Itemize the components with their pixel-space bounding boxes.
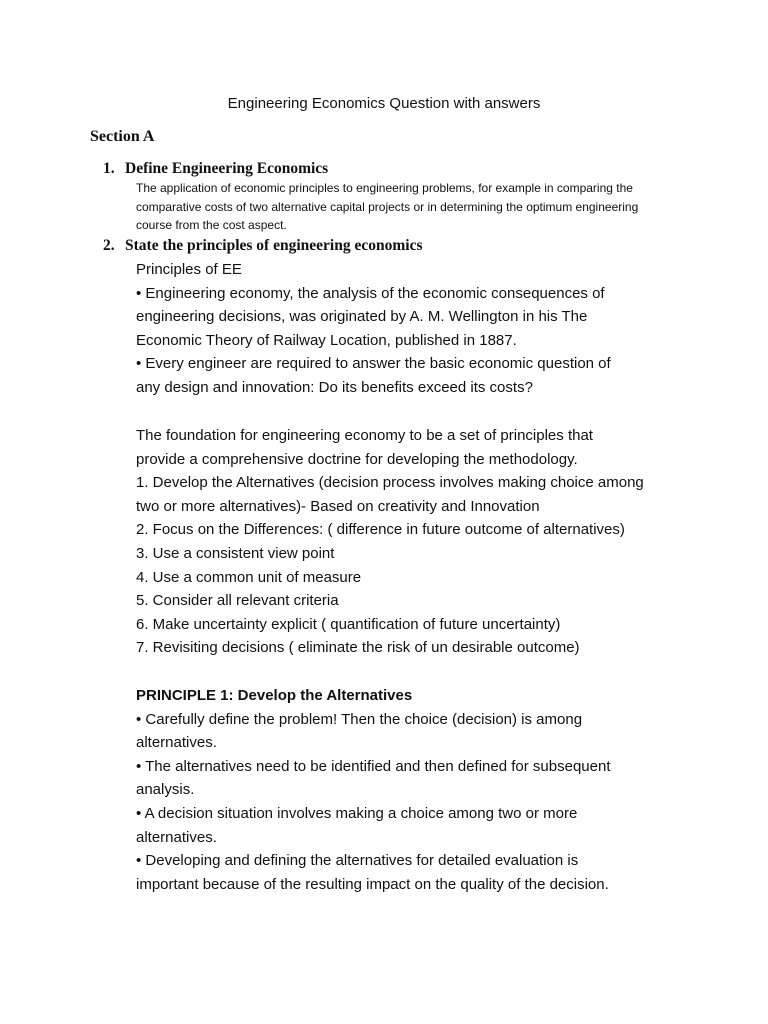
answer-line: comparative costs of two alternative capital projects or in determining the optimum engineering xyxy=(136,199,639,214)
text-line: alternatives. xyxy=(136,734,217,752)
text-line: • Carefully define the problem! Then the choice (decision) is among xyxy=(136,710,583,728)
list-item: two or more alternatives)- Based on creativity and Innovation xyxy=(136,497,540,515)
answer-line: course from the cost aspect. xyxy=(136,218,287,232)
question-2-number: 2. xyxy=(103,237,115,254)
text-line: • Developing and defining the alternatives for detailed evaluation is xyxy=(136,852,579,870)
answer-line: The application of economic principles to engineering problems, for example in comparing the xyxy=(136,181,633,195)
text-line: • The alternatives need to be identified and then defined for subsequent xyxy=(136,757,611,775)
question-1-number: 1. xyxy=(103,160,115,177)
document-title: Engineering Economics Question with answers xyxy=(227,95,541,112)
text-line: alternatives. xyxy=(136,828,217,846)
text-line: • A decision situation involves making a choice among two or more xyxy=(136,804,578,822)
list-item: 7. Revisiting decisions ( eliminate the risk of un desirable outcome) xyxy=(136,639,580,657)
principles-intro xyxy=(136,258,696,400)
list-item: 1. Develop the Alternatives (decision process involves making choice among xyxy=(136,474,644,492)
question-2-title: State the principles of engineering economics xyxy=(125,237,423,254)
text-line: important because of the resulting impact on the quality of the decision. xyxy=(136,875,609,893)
question-2-heading xyxy=(103,236,422,256)
text-line: • Every engineer are required to answer the basic economic question of xyxy=(136,355,611,373)
text-line: any design and innovation: Do its benefits exceed its costs? xyxy=(136,378,533,396)
section-heading: Section A xyxy=(90,128,155,145)
text-line: analysis. xyxy=(136,781,195,799)
list-item: 2. Focus on the Differences: ( difference in future outcome of alternatives) xyxy=(136,521,625,539)
principles-list xyxy=(136,424,696,660)
question-1-answer xyxy=(136,179,696,235)
text-line: Principles of EE xyxy=(136,261,242,278)
question-1-title: Define Engineering Economics xyxy=(125,160,329,177)
text-line: provide a comprehensive doctrine for developing the methodology. xyxy=(136,450,578,468)
text-line: The foundation for engineering economy to be a set of principles that xyxy=(136,427,593,444)
principle-1-heading: PRINCIPLE 1: Develop the Alternatives xyxy=(136,687,413,704)
question-1-heading xyxy=(103,159,328,179)
list-item: 3. Use a consistent view point xyxy=(136,544,335,562)
list-item: 6. Make uncertainty explicit ( quantification of future uncertainty) xyxy=(136,615,561,633)
text-line: Economic Theory of Railway Location, published in 1887. xyxy=(136,331,517,349)
principle-1-section xyxy=(136,684,696,896)
list-item: 4. Use a common unit of measure xyxy=(136,568,362,586)
text-line: • Engineering economy, the analysis of the economic consequences of xyxy=(136,284,605,302)
list-item: 5. Consider all relevant criteria xyxy=(136,592,339,610)
text-line: engineering decisions, was originated by A. M. Wellington in his The xyxy=(136,308,588,326)
